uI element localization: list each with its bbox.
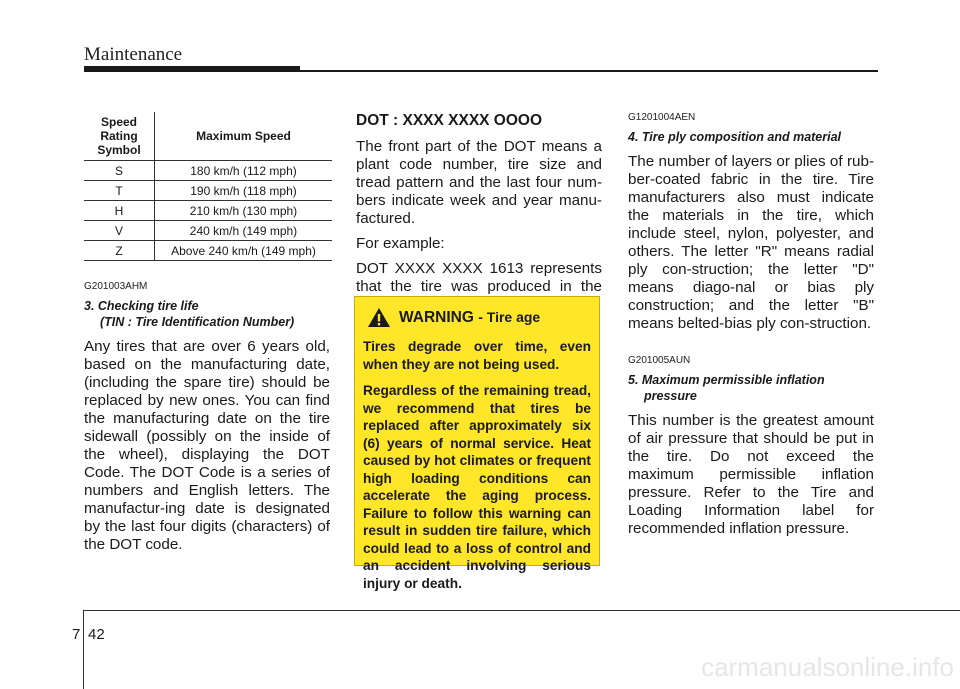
table-header-row (84, 112, 332, 161)
table-cell-speed: 190 km/h (118 mph) (155, 181, 333, 201)
warning-box (354, 296, 600, 591)
dot-heading: DOT : XXXX XXXX OOOO (356, 112, 543, 129)
warning-text-2: Regardless of the remaining tread, we recommend that tires be replaced after approximately six (6) years of normal service. Heat caused by hot climates or frequent high loading conditions can accelerate the aging process. Failure to follow this warning can result in sudden tire failure, which could lead to a loss of control and an accident involving serious injury or death. (363, 383, 591, 591)
section-code: G201003AHM (84, 281, 148, 292)
column-left (84, 112, 330, 554)
speed-rating-table (84, 112, 332, 261)
dot-example-label: For example: (356, 235, 445, 252)
dot-example: DOT XXXX XXXX 1613 represents that the tire was produced in the (356, 260, 602, 295)
table-row (84, 181, 332, 201)
header-rule-thin (300, 70, 878, 72)
warning-triangle-icon (367, 307, 391, 328)
section-heading-line1: 5. Maximum permissible inflation (628, 373, 825, 387)
table-cell-symbol: S (84, 161, 155, 181)
section-heading-ply: 4. Tire ply composition and material (628, 130, 842, 144)
footer-rule-vertical (83, 610, 84, 689)
section-heading-tire-life (84, 298, 330, 330)
watermark: carmanualsonline.info (701, 652, 954, 682)
table-cell-symbol: T (84, 181, 155, 201)
table-row (84, 221, 332, 241)
section-heading-line2: (TIN : Tire Identification Number) (100, 315, 295, 329)
table-cell-speed: Above 240 km/h (149 mph) (155, 241, 333, 261)
dot-paragraph: The front part of the DOT means a plant code number, tire size and tread pattern and the last four num-bers indicate week and year manu-factured. (356, 138, 602, 227)
table-row (84, 201, 332, 221)
table-cell-speed: 180 km/h (112 mph) (155, 161, 333, 181)
table-header-max-speed: Maximum Speed (155, 112, 333, 161)
header-rule-thick (84, 66, 300, 72)
warning-header (363, 307, 591, 328)
section-code: G1201004AEN (628, 112, 696, 123)
section-body-tire-life: Any tires that are over 6 years old, based on the manufacturing date, (including the spare tire) should be replaced by new ones. You can find the manufacturing date on the tire sidewall (possibly on the inside of the wheel), displaying the DOT Code. The DOT Code is a series of numbers and English letters. The manufactur-ing date is designated by the last four digits (characters) of the DOT code. (84, 338, 330, 553)
table-cell-symbol: H (84, 201, 155, 221)
warning-title: WARNING (399, 308, 474, 326)
table-header-speed-rating: Speed Rating Symbol (84, 112, 155, 161)
table-cell-symbol: Z (84, 241, 155, 261)
section-heading-line1: 3. Checking tire life (84, 299, 199, 313)
warning-text-1: Tires degrade over time, even when they are not being used. (363, 339, 591, 372)
page-header-title: Maintenance (84, 44, 183, 65)
section-body-ply: The number of layers or plies of rub-ber-coated fabric in the tire. Tire manufacturers also must indicate the materials in the tire, which include steel, nylon, polyester, and others. The letter "R" means radial ply con-struction; the letter "D" means diago-nal or bias ply construction; and the letter "B" means belted-bias ply con-struction. (628, 153, 874, 332)
table-row (84, 241, 332, 261)
chapter-number: 7 (72, 626, 81, 643)
table-cell-speed: 240 km/h (149 mph) (155, 221, 333, 241)
page-number: 42 (88, 626, 105, 643)
table-cell-symbol: V (84, 221, 155, 241)
section-code: G201005AUN (628, 355, 691, 366)
table-row (84, 161, 332, 181)
section-heading-line2: pressure (644, 389, 697, 403)
column-middle (356, 112, 602, 314)
warning-subtitle: - Tire age (478, 308, 541, 325)
section-heading-inflation (628, 372, 874, 404)
table-cell-speed: 210 km/h (130 mph) (155, 201, 333, 221)
warning-title-group (399, 309, 540, 327)
column-right (628, 112, 874, 538)
section-body-inflation: This number is the greatest amount of air pressure that should be put in the tire. Do not exceed the maximum permissible inflation pressure. Refer to the Tire and Loading Information label for recommended inflation pressure. (628, 412, 874, 537)
footer-rule-horizontal (83, 610, 960, 611)
